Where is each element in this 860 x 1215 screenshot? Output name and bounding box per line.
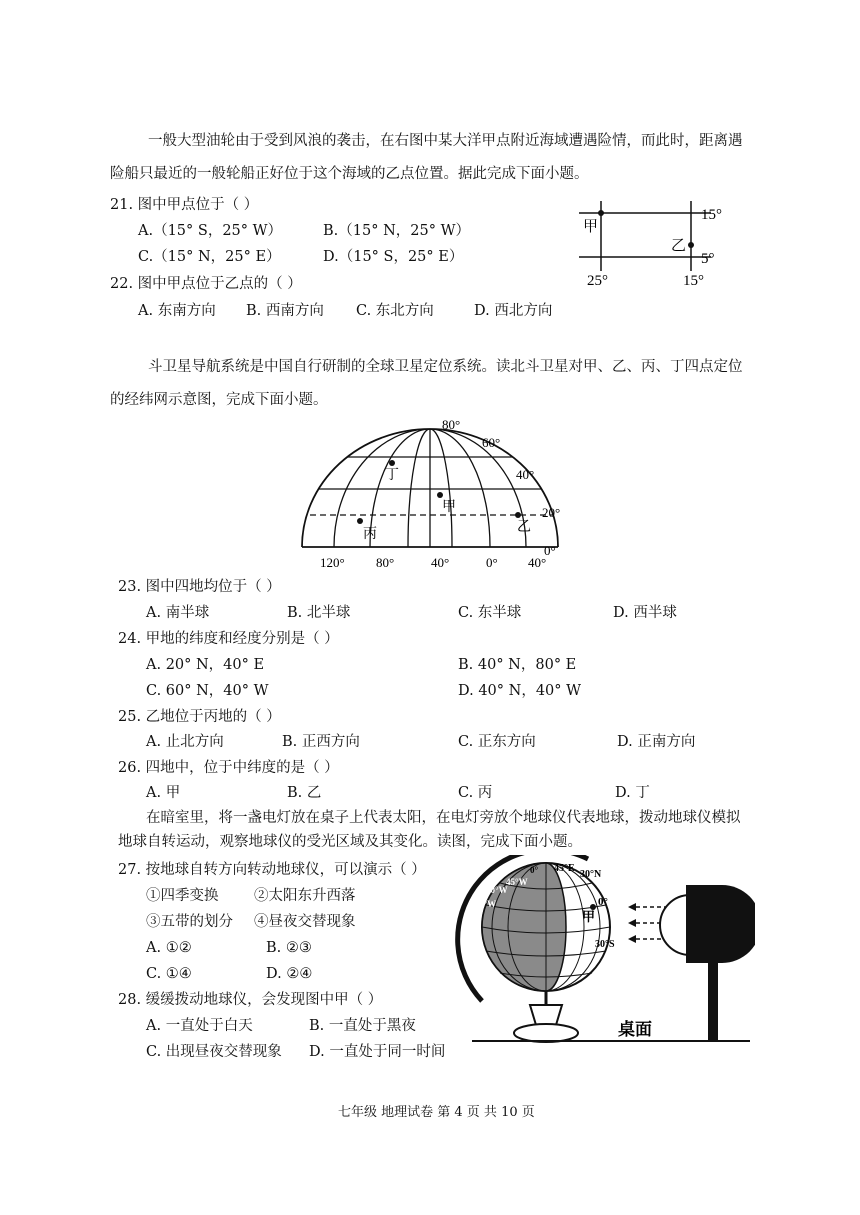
q28-option-c: C. 出现昼夜交替现象 — [146, 1044, 282, 1060]
q22-stem: 22. 图中甲点位于乙点的（ ） — [110, 276, 302, 292]
point-jia-marker — [598, 210, 604, 216]
q27-option-c: C. ①④ — [146, 966, 192, 982]
q26-option-b: B. 乙 — [287, 785, 322, 801]
q28-option-a: A. 一直处于白天 — [146, 1018, 253, 1034]
point-jia-marker-2 — [437, 492, 443, 498]
q24-stem: 24. 甲地的纬度和经度分别是（ ） — [118, 631, 339, 647]
q27-option-a: A. ①② — [146, 940, 192, 956]
lamp-pole — [708, 959, 718, 1041]
q23-option-a: A. 南半球 — [146, 605, 210, 621]
label-lon-80: 80° — [376, 555, 395, 570]
q24-option-d: D. 40° N，40° W — [458, 683, 582, 699]
label-yi-2: 乙 — [517, 520, 531, 535]
q21-option-d: D.（15° S，25° E） — [323, 249, 464, 265]
q27-option-d: D. ②④ — [266, 966, 313, 982]
q25-option-c: C. 正东方向 — [458, 734, 536, 750]
q27-statement-3: ③五带的划分 — [146, 914, 233, 930]
graticule-figure — [290, 415, 570, 575]
page-footer: 七年级 地理试卷 第 4 页 共 10 页 — [338, 1105, 535, 1120]
label-jia: 甲 — [583, 219, 599, 235]
label-135w: 135°W — [470, 899, 497, 909]
section3-intro-line2: 地球自转运动，观察地球仪的受光区域及其变化。读图，完成下面小题。 — [118, 834, 582, 850]
label-yi: 乙 — [671, 238, 687, 254]
q22-option-c: C. 东北方向 — [356, 303, 434, 319]
section2-intro-line1: 斗卫星导航系统是中国自行研制的全球卫星定位系统。读北斗卫星对甲、乙、丙、丁四点定位 — [148, 359, 743, 375]
label-lat-5: 5° — [701, 251, 715, 267]
q23-option-d: D. 西半球 — [613, 605, 677, 621]
label-jia-3: 甲 — [582, 909, 596, 924]
section2-intro-line2: 的经纬网示意图，完成下面小题。 — [110, 392, 328, 408]
globe-stand — [530, 1005, 562, 1025]
q21-option-b: B.（15° N，25° W） — [323, 223, 470, 239]
label-45e: 45°E — [554, 863, 575, 874]
section1-intro-line1: 一般大型油轮由于受到风浪的袭击，在右图中某大洋甲点附近海域遭遇险情，而此时，距离遇 — [148, 133, 743, 149]
label-lat-0: 0° — [544, 543, 556, 558]
q27-option-b: B. ②③ — [266, 940, 312, 956]
label-lat-40: 40° — [516, 467, 535, 482]
q26-option-a: A. 甲 — [146, 785, 181, 801]
q24-option-a: A. 20° N，40° E — [146, 657, 265, 673]
point-ding-marker — [389, 460, 395, 466]
q23-option-c: C. 东半球 — [458, 605, 522, 621]
label-90w: 90°W — [486, 885, 508, 895]
q25-option-b: B. 正西方向 — [282, 734, 360, 750]
q26-option-c: C. 丙 — [458, 785, 493, 801]
q26-stem: 26. 四地中，位于中纬度的是（ ） — [118, 760, 339, 776]
q22-option-b: B. 西南方向 — [246, 303, 324, 319]
section3-intro-line1: 在暗室里，将一盏电灯放在桌子上代表太阳，在电灯旁放个地球仪代表地球，拨动地球仪模拟 — [146, 810, 741, 826]
label-lon-120: 120° — [320, 555, 345, 570]
q22-option-a: A. 东南方向 — [138, 303, 216, 319]
q24-option-c: C. 60° N，40° W — [146, 683, 269, 699]
q22-option-d: D. 西北方向 — [474, 303, 553, 319]
q25-option-d: D. 正南方向 — [617, 734, 696, 750]
q21-option-a: A.（15° S，25° W） — [138, 223, 283, 239]
label-lon-15: 15° — [683, 273, 704, 289]
q28-stem: 28. 缓缓拨动地球仪，会发现图中甲（ ） — [118, 992, 383, 1008]
label-lat-15: 15° — [701, 207, 722, 223]
q27-statement-2: ②太阳东升西落 — [254, 888, 356, 904]
q28-option-b: B. 一直处于黑夜 — [309, 1018, 416, 1034]
label-lon-40-east: 40° — [528, 555, 547, 570]
label-lon-25: 25° — [587, 273, 608, 289]
point-bing-marker — [357, 518, 363, 524]
label-ding: 丁 — [385, 468, 399, 483]
label-30n: 30°N — [580, 869, 602, 880]
label-lat-20: 20° — [542, 505, 561, 520]
label-45w: 45°W — [506, 877, 528, 887]
label-lat-60: 60° — [482, 435, 501, 450]
label-lon-40: 40° — [431, 555, 450, 570]
q23-stem: 23. 图中四地均位于（ ） — [118, 579, 281, 595]
q27-stem: 27. 按地球自转方向转动地球仪，可以演示（ ） — [118, 862, 426, 878]
q23-option-b: B. 北半球 — [287, 605, 351, 621]
grid-figure-small — [565, 195, 765, 290]
q21-option-c: C.（15° N，25° E） — [138, 249, 281, 265]
label-0-equator: 0° — [598, 896, 608, 908]
point-yi-marker — [688, 242, 694, 248]
label-desk: 桌面 — [618, 1020, 652, 1039]
section1-intro-line2: 险船只最近的一般轮船正好位于这个海域的乙点位置。据此完成下面小题。 — [110, 166, 589, 182]
q25-option-a: A. 止北方向 — [146, 734, 224, 750]
q28-option-d: D. 一直处于同一时间 — [309, 1044, 446, 1060]
q26-option-d: D. 丁 — [615, 785, 650, 801]
globe-base — [514, 1024, 578, 1042]
label-0-meridian: 0° — [530, 865, 539, 875]
q21-stem: 21. 图中甲点位于（ ） — [110, 197, 259, 213]
lamp-bulb — [660, 895, 690, 955]
label-30s: 30°S — [595, 939, 615, 950]
q24-option-b: B. 40° N，80° E — [458, 657, 577, 673]
q25-stem: 25. 乙地位于丙地的（ ） — [118, 709, 281, 725]
lamp-shade — [686, 885, 755, 963]
label-bing: 丙 — [363, 527, 377, 542]
point-yi-marker-2 — [515, 512, 521, 518]
label-lon-0: 0° — [486, 555, 498, 570]
q27-statement-4: ④昼夜交替现象 — [254, 914, 356, 930]
label-lat-80: 80° — [442, 417, 461, 432]
label-jia-2: 甲 — [442, 500, 456, 515]
globe-lamp-figure — [450, 855, 755, 1050]
q27-statement-1: ①四季变换 — [146, 888, 219, 904]
